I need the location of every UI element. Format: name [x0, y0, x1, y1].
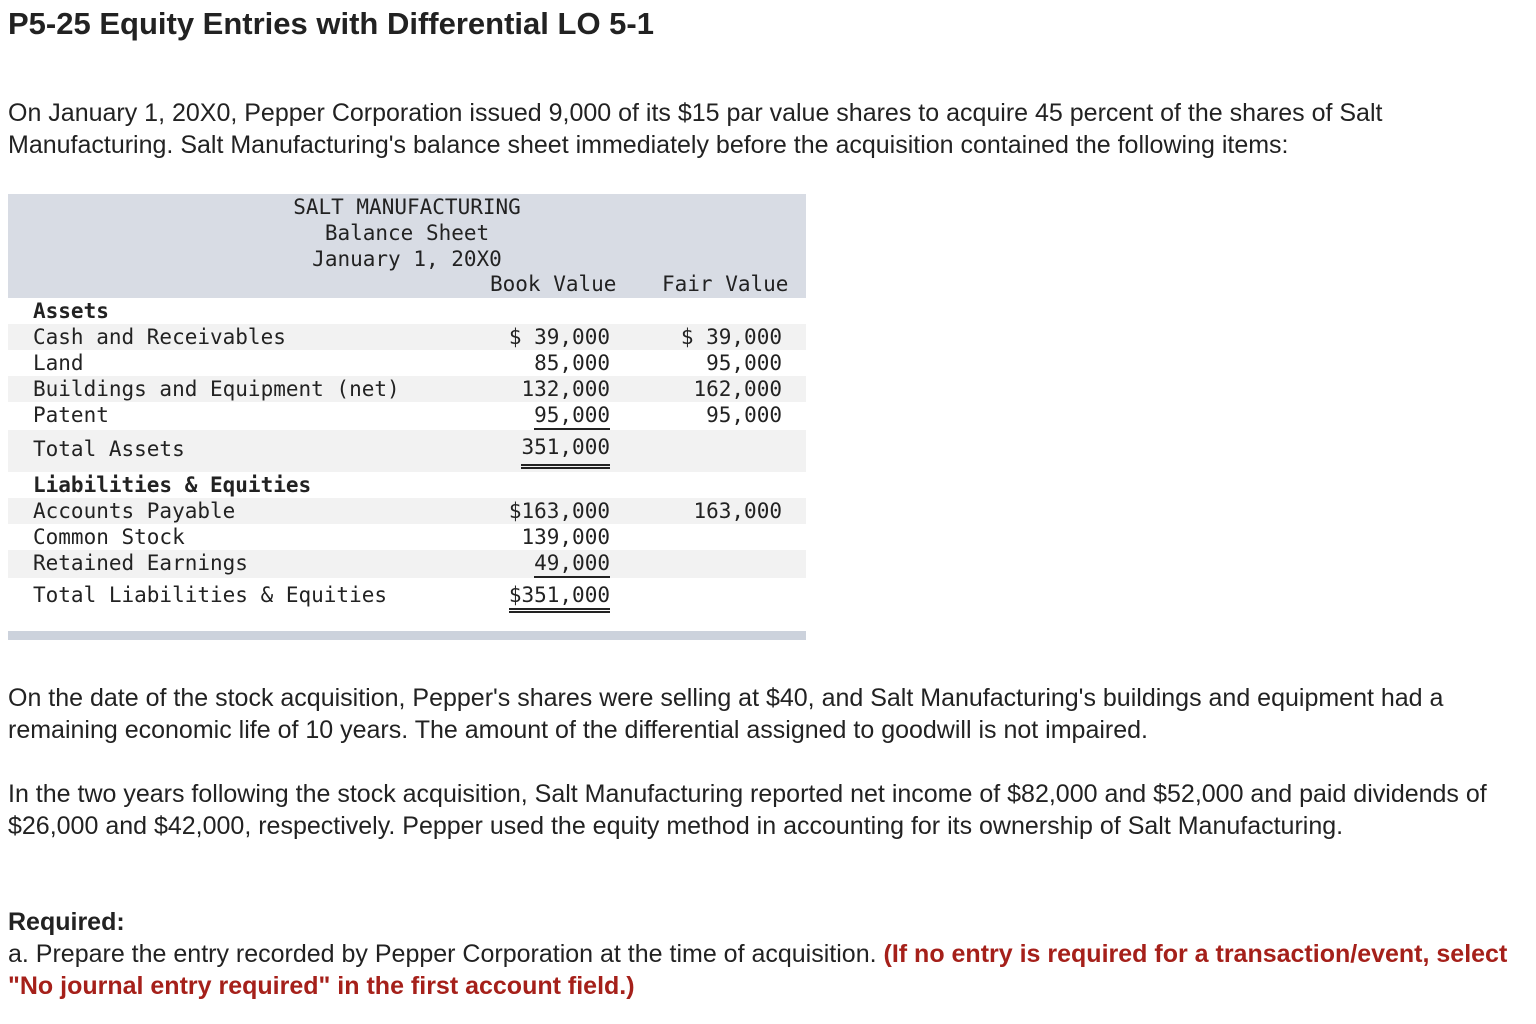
paragraph-income-dividends: In the two years following the stock acquisition, Salt Manufacturing reported net income of $82,000 and $52,000 and paid dividends of $26,000 and $42,000, respectively. Pepper used the equity method in accounting for its ownership of Salt Manufacturing. — [8, 780, 1487, 840]
table-row — [8, 350, 806, 376]
row-label: Common Stock — [33, 525, 185, 549]
fair-value-header: Fair Value — [662, 272, 789, 296]
statement-name: Balance Sheet — [324, 221, 490, 245]
required-section — [8, 906, 1518, 1002]
table-row — [8, 402, 806, 428]
book-value: $163,000 — [508, 499, 610, 523]
intro-paragraph: On January 1, 20X0, Pepper Corporation issued 9,000 of its $15 par value shares to acquire 45 percent of the shares of Salt Manufacturing. Salt Manufacturing's balance sheet immediately before the acquisition contained the following items: — [8, 99, 1383, 159]
table-row — [8, 324, 806, 350]
fair-value: 95,000 — [706, 403, 782, 427]
fair-value: 95,000 — [706, 351, 782, 375]
row-label: Total Liabilities & Equities — [33, 583, 388, 607]
balance-sheet-header — [8, 194, 806, 298]
table-row — [8, 498, 806, 524]
row-label: Patent — [33, 403, 109, 427]
fair-value: 162,000 — [693, 377, 782, 401]
table-row — [8, 376, 806, 402]
liabilities-header-row — [8, 472, 806, 498]
book-value: 351,000 — [521, 430, 610, 469]
book-value: 49,000 — [534, 550, 610, 578]
book-value: 132,000 — [521, 377, 610, 401]
row-label: Total Assets — [33, 437, 185, 461]
book-value-header: Book Value — [490, 272, 617, 296]
assets-header: Assets — [33, 299, 109, 323]
statement-date: January 1, 20X0 — [312, 247, 502, 271]
row-label: Cash and Receivables — [33, 325, 286, 349]
instruction-note: (If no entry is required for a transaction/event, select "No journal entry required" in the first account field.) — [8, 940, 1508, 1000]
total-assets-row — [8, 430, 806, 472]
fair-value: 163,000 — [693, 499, 782, 523]
liabilities-header: Liabilities & Equities — [33, 473, 312, 497]
book-value: 139,000 — [521, 525, 610, 549]
total-liabilities-row — [8, 582, 806, 618]
part-a-instruction: a. Prepare the entry recorded by Pepper Corporation at the time of acquisition. — [8, 940, 877, 968]
fair-value: $ 39,000 — [680, 325, 782, 349]
assets-header-row — [8, 298, 806, 324]
row-label: Retained Earnings — [33, 551, 248, 575]
table-row — [8, 524, 806, 550]
book-value: $ 39,000 — [508, 325, 610, 349]
paragraph-acquisition-details: On the date of the stock acquisition, Pepper's shares were selling at $40, and Salt Manufacturing's buildings and equipment had a remaining economic life of 10 years. The amount of the differential assigned to goodwill is not impaired. — [8, 684, 1444, 744]
row-label: Land — [33, 351, 84, 375]
row-label: Buildings and Equipment (net) — [33, 377, 400, 401]
balance-sheet-footer-bar — [8, 631, 806, 640]
problem-title: P5-25 Equity Entries with Differential LO 5-1 — [8, 6, 654, 41]
company-name: SALT MANUFACTURING — [293, 195, 521, 219]
balance-sheet — [8, 194, 806, 640]
book-value: 95,000 — [534, 402, 610, 430]
book-value: $351,000 — [509, 582, 610, 613]
book-value: 85,000 — [534, 351, 610, 375]
row-label: Accounts Payable — [33, 499, 236, 523]
table-row — [8, 550, 806, 578]
required-label: Required: — [8, 908, 125, 936]
